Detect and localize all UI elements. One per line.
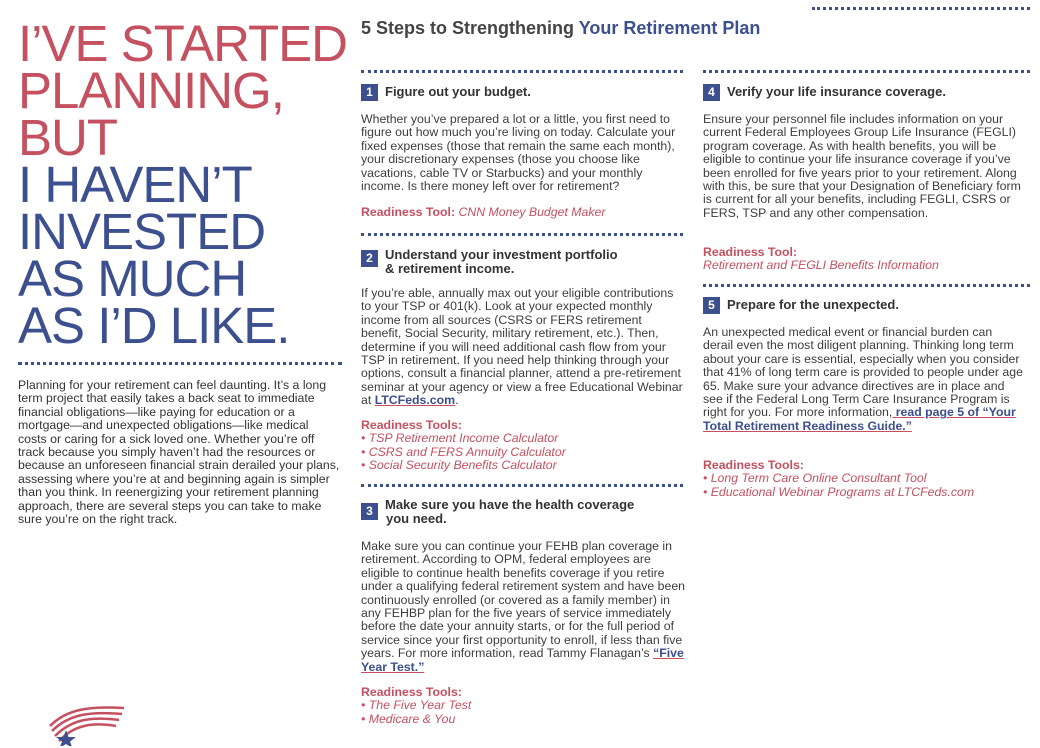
step-number: 4 <box>703 84 720 101</box>
step-number: 2 <box>361 250 378 267</box>
step-2-body-end: . <box>455 393 459 408</box>
headline-line: PLANNING, <box>18 62 284 119</box>
headline-line: I HAVEN’T <box>18 156 252 213</box>
step-1-heading <box>361 84 531 101</box>
title-main: 5 Steps to Strengthening <box>361 18 579 38</box>
step2-rule <box>361 233 683 236</box>
retirement-guide-link[interactable]: read page 5 of “Your Total Retirement Readiness Guide.” <box>703 405 1016 433</box>
readiness-tool-label: Readiness Tool: <box>361 205 456 219</box>
step-4-body: Ensure your personnel file includes information on your current Federal Employees Group Life Insurance (FEGLI) program coverage. As with health benefits, you will be eligible to continue your life insurance coverage if you’ve been enrolled for five years prior to your retirement. Along with this, be sure that your Designation of Beneficiary form is current for all your benefits, including FEGLI, CSRS or FERS, TSP and any other compensation. <box>703 112 1021 220</box>
readiness-tool-link[interactable]: Retirement and FEGLI Benefits Information <box>703 258 939 273</box>
readiness-tool-link[interactable]: • CSRS and FERS Annuity Calculator <box>361 444 566 459</box>
step-3-body-text: Make sure you can continue your FEHB plan coverage in retirement. According to OPM, federal employees are eligible to continue health benefits coverage if you retire under a qualifying federal retirement system and have been continuously enrolled (or covered as a family member) in any FEHBP plan for the five years of service immediately before the date your annuity starts, or for the full period of service since your first opportunity to enroll, if less than five years. For more information, read Tammy Flanagan’s <box>361 539 686 661</box>
step-1-body: Whether you’ve prepared a lot or a little, you first need to figure out how much you’re living on today. Calculate your fixed expenses (those that remain the same each month), your discretionary expenses (those you choose like vacations, cable TV or Starbucks) and your monthly income. Is there money left over for retirement? <box>361 112 676 194</box>
flag-star-logo-icon <box>46 700 126 746</box>
page-title <box>361 18 760 39</box>
readiness-tool-label: Readiness Tool: <box>703 245 798 259</box>
ltcfeds-link[interactable]: LTCFeds.com <box>374 393 456 408</box>
col2-top-rule <box>361 70 683 73</box>
step3-rule <box>361 484 683 487</box>
readiness-tool-link[interactable]: CNN Money Budget Maker <box>458 205 606 219</box>
step-3-tools <box>361 686 471 726</box>
step-2-heading <box>361 248 618 276</box>
readiness-tools-label: Readiness Tools: <box>361 685 462 699</box>
five-year-test-link[interactable]: “Five Year Test.” <box>361 646 684 674</box>
step-4-tool <box>703 246 939 273</box>
readiness-tool-link[interactable]: • Social Security Benefits Calculator <box>361 458 557 473</box>
step-5-tools <box>703 459 974 499</box>
step-title: Verify your life insurance coverage. <box>727 84 946 99</box>
headline-line: I’VE STARTED <box>18 15 348 72</box>
left-divider-rule <box>18 362 342 365</box>
headline-line: BUT <box>18 109 117 166</box>
step-2-tools <box>361 419 566 473</box>
readiness-tool-link[interactable]: • Medicare & You <box>361 711 456 726</box>
step-4-heading <box>703 84 946 101</box>
step-title <box>385 498 634 526</box>
step-title: Figure out your budget. <box>385 84 531 99</box>
headline <box>18 15 348 354</box>
step-5-heading <box>703 297 899 314</box>
step5-rule <box>703 284 1030 287</box>
headline-line: INVESTED <box>18 203 266 260</box>
step-2-body <box>361 287 683 408</box>
headline-line: AS MUCH <box>18 250 247 307</box>
step-title <box>385 248 618 276</box>
step-number: 3 <box>361 503 378 520</box>
step-2-body-text: If you’re able, annually max out your eligible contributions to your TSP or 401(k). Look at your expected monthly income from all sources (CSRS or FERS retirement benefit, Social Security, military retirement, etc.). Then, determine if you will need additional cash flow from your TSP in retirement. If you need help thinking through your options, consult a financial planner, attend a pre-retirement seminar at your agency or view a free Educational Webinar at <box>361 286 683 408</box>
col3-top-rule <box>703 70 1030 73</box>
headline-line: AS I’D LIKE. <box>18 297 290 354</box>
step-number: 1 <box>361 84 378 101</box>
step-5-body-text: An unexpected medical event or financial burden can derail even the most diligent planning. Thinking long term about your care is essential, especially when you consider that 41% of long term care is provided to people under age 65. Make sure your advance directives are in place and see if the Federal Long Term Care Insurance Program is right for you. For more information, <box>703 325 1023 420</box>
intro-paragraph: Planning for your retirement can feel daunting. It’s a long term project that easily takes a back seat to immediate financial obligations—like paying for education or a mortgage—and unexpected obligations—like medical costs or caring for a sick loved one. Whether you’re off track because you simply haven’t had the resources or because an unforeseen financial strain derailed your plans, assessing where you’re at and beginning again is simpler than you think. In reenergizing your retirement planning approach, there are several steps you can take to make sure you’re on the right track. <box>18 378 340 527</box>
step-3-heading <box>361 498 634 526</box>
step-title-line: & retirement income. <box>385 261 515 276</box>
readiness-tool-link[interactable]: • Educational Webinar Programs at LTCFeds.com <box>703 484 975 499</box>
readiness-tool-link[interactable]: • Long Term Care Online Consultant Tool <box>703 471 927 486</box>
top-right-rule <box>812 7 1030 10</box>
step-1-tool <box>361 206 605 219</box>
title-accent: Your Retirement Plan <box>578 18 761 38</box>
step-5-body <box>703 326 1025 433</box>
readiness-tool-link[interactable]: • The Five Year Test <box>361 698 472 713</box>
step-3-body <box>361 540 685 674</box>
readiness-tool-link[interactable]: • TSP Retirement Income Calculator <box>361 431 559 446</box>
readiness-tools-label: Readiness Tools: <box>361 418 462 432</box>
step-title-line: you need. <box>386 511 447 526</box>
step-number: 5 <box>703 297 720 314</box>
step-title-line: Make sure you have the health coverage <box>385 497 635 512</box>
readiness-tools-label: Readiness Tools: <box>703 458 804 472</box>
step-title-line: Understand your investment portfolio <box>385 247 618 262</box>
step-title: Prepare for the unexpected. <box>727 297 899 312</box>
